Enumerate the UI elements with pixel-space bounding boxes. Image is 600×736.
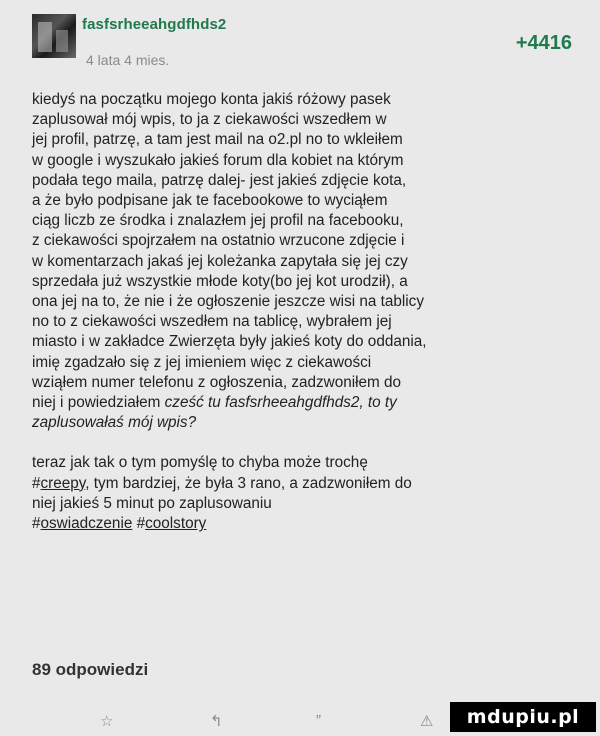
body-line-italic: zaplusowałaś mój wpis? [32,414,197,432]
body-line: podała tego maila, patrzę dalej- jest jakieś zdjęcie kota, [32,171,407,189]
tag-creepy-link[interactable]: creepy [40,474,86,492]
vote-score[interactable]: +4416 [515,32,572,54]
username-link[interactable]: fasfsrheeahgdfhds2 [82,16,227,33]
body-line [32,474,568,494]
hashtag-symbol: # [32,474,41,492]
body-line: miasto i w zakładce Zwierzęta były jakieś koty do oddania, [32,333,427,351]
post-timestamp: 4 lata 4 mies. [86,52,170,68]
tag-coolstory-link[interactable]: coolstory [145,515,207,533]
body-line: a że było podpisane jak te facebookowe to wyciąłem [32,192,388,210]
post-body [32,90,568,534]
quote-icon[interactable]: ” [316,712,321,729]
star-icon[interactable]: ☆ [100,713,114,730]
avatar[interactable] [32,14,76,58]
paragraph-gap [32,433,568,453]
body-line: teraz jak tak o tym pomyślę to chyba może trochę [32,454,368,472]
body-text-italic: cześć tu fasfsrheeahgdfhds2, to ty [164,394,397,412]
body-line: imię zgadzało się z jej imieniem więc z ciekawości [32,353,372,371]
body-line: no to z ciekawości wszedłem na tablicę, wybrałem jej [32,313,392,331]
hashtag-symbol: # [32,515,41,533]
body-line: ona jej na to, że nie i że ogłoszenie jeszcze wisi na tablicy [32,293,424,311]
watermark-logo: mdupiu.pl [450,702,596,732]
hashtag-symbol: # [132,515,146,533]
body-line: ciąg liczb ze środka i znalazłem jej profil na facebooku, [32,212,404,230]
body-line: zaplusował mój wpis, to ja z ciekawości wszedłem w [32,111,387,129]
reply-icon[interactable]: ↰ [210,713,223,730]
body-line [32,514,568,534]
replies-count-link[interactable]: 89 odpowiedzi [32,660,149,679]
body-text-plain: niej i powiedziałem [32,394,165,412]
body-line: niej jakieś 5 minut po zaplusowaniu [32,494,272,512]
warning-icon[interactable]: ⚠ [420,713,434,730]
body-line: z ciekawości spojrzałem na ostatnio wrzucone zdjęcie i [32,232,405,250]
avatar-figure-2 [56,30,68,52]
tag-oswiadczenie-link[interactable]: oswiadczenie [40,515,133,533]
body-text-plain: , tym bardziej, że była 3 rano, a zadzwoniłem do [85,474,412,492]
body-line [32,393,568,413]
post-header [32,12,572,72]
body-line: kiedyś na początku mojego konta jakiś różowy pasek [32,91,391,108]
body-line: sprzedała już wszystkie młode koty(bo jej kot urodził), a [32,272,408,290]
avatar-figure [38,22,52,52]
body-line: w google i wyszukało jakieś forum dla kobiet na którym [32,151,404,169]
body-line: w komentarzach jakaś jej koleżanka zapytała się jej czy [32,252,408,270]
body-line: wziąłem numer telefonu z ogłoszenia, zadzwoniłem do [32,373,402,391]
body-line: jej profil, patrzę, a tam jest mail na o2.pl no to wkleiłem [32,131,403,149]
